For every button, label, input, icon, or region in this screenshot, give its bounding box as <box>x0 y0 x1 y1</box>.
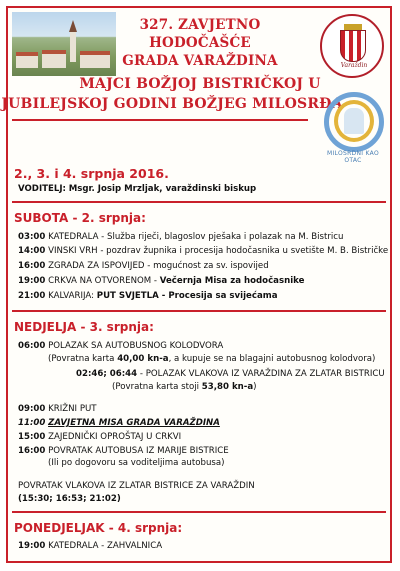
saturday-item: 14:00 VINSKI VRH - pozdrav župnika i procesija hodočasnika u svetište M. B. Bistričke <box>18 246 389 256</box>
sunday-item: 16:00 POVRATAK AUTOBUSA IZ MARIJE BISTRICE <box>18 446 229 456</box>
sunday-train-times: (15:30; 16:53; 21:02) <box>18 494 121 504</box>
title-line-5: JUBILEJSKOJ GODINI BOŽJEG MILOSRĐA <box>1 96 343 112</box>
saturday-item: 16:00 ZGRADA ZA ISPOVIJED - mogućnost za sv. ispovijed <box>18 261 269 271</box>
sunday-item: 15:00 ZAJEDNIČKI OPROŠTAJ U CRKVI <box>18 432 182 442</box>
leader-line <box>18 184 256 195</box>
title-line-2: HODOČAŠĆE <box>149 35 251 51</box>
leader-label: VODITELJ: <box>18 184 66 194</box>
saturday-heading: SUBOTA - 2. srpnja: <box>14 211 146 225</box>
saturday-item: 21:00 KALVARIJA: PUT SVJETLA - Procesija sa svijećama <box>18 291 278 301</box>
divider <box>12 119 308 121</box>
divider <box>12 201 386 203</box>
divider <box>12 310 386 312</box>
sunday-bus-note: (Povratna karta 40,00 kn-a, a kupuje se na blagajni autobusnog kolodvora) <box>48 354 376 364</box>
monday-item: 19:00 KATEDRALA - ZAHVALNICA <box>18 541 163 551</box>
sunday-train-departure: 02:46; 06:44 - POLAZAK VLAKOVA IZ VARAŽDINA ZA ZLATAR BISTRICU <box>76 369 385 379</box>
divider <box>12 511 386 513</box>
sunday-item: 09:00 KRIŽNI PUT <box>18 404 97 414</box>
sunday-item: 11:00 ZAVJETNA MISA GRADA VARAŽDINA <box>18 418 220 428</box>
sunday-heading: NEDJELJA - 3. srpnja: <box>14 320 154 334</box>
event-dates: 2., 3. i 4. srpnja 2016. <box>14 166 169 181</box>
monday-heading: PONEDJELJAK - 4. srpnja: <box>14 521 183 535</box>
sunday-train-note: (Povratna karta stoji 53,80 kn-a) <box>112 382 257 392</box>
jubilee-logo <box>318 88 388 168</box>
sunday-bus-departure: 06:00 POLAZAK SA AUTOBUSNOG KOLODVORA <box>18 341 224 351</box>
sunday-return-note: (Ili po dogovoru sa voditeljima autobusa) <box>48 458 225 468</box>
saturday-item: 03:00 KATEDRALA - Služba riječi, blagoslov pješaka i polazak na M. Bistricu <box>18 232 344 242</box>
leader-value: Msgr. Josip Mrzljak, varaždinski biskup <box>68 184 257 194</box>
sunday-train-return: POVRATAK VLAKOVA IZ ZLATAR BISTRICE ZA VARAŽDIN <box>18 481 255 491</box>
title-line-3: GRADA VARAŽDINA <box>122 53 278 69</box>
title-line-4: MAJCI BOŽJOJ BISTRIČKOJ U <box>79 76 321 92</box>
title-line-1: 327. ZAVJETNO <box>139 17 261 33</box>
jubilee-logo-text: MILOSRDNI KAO OTAC <box>326 150 379 164</box>
seal-text: Varaždin <box>340 62 368 69</box>
saturday-item: 19:00 CRKVA NA OTVORENOM - Večernja Misa za hodočasnike <box>18 276 305 286</box>
